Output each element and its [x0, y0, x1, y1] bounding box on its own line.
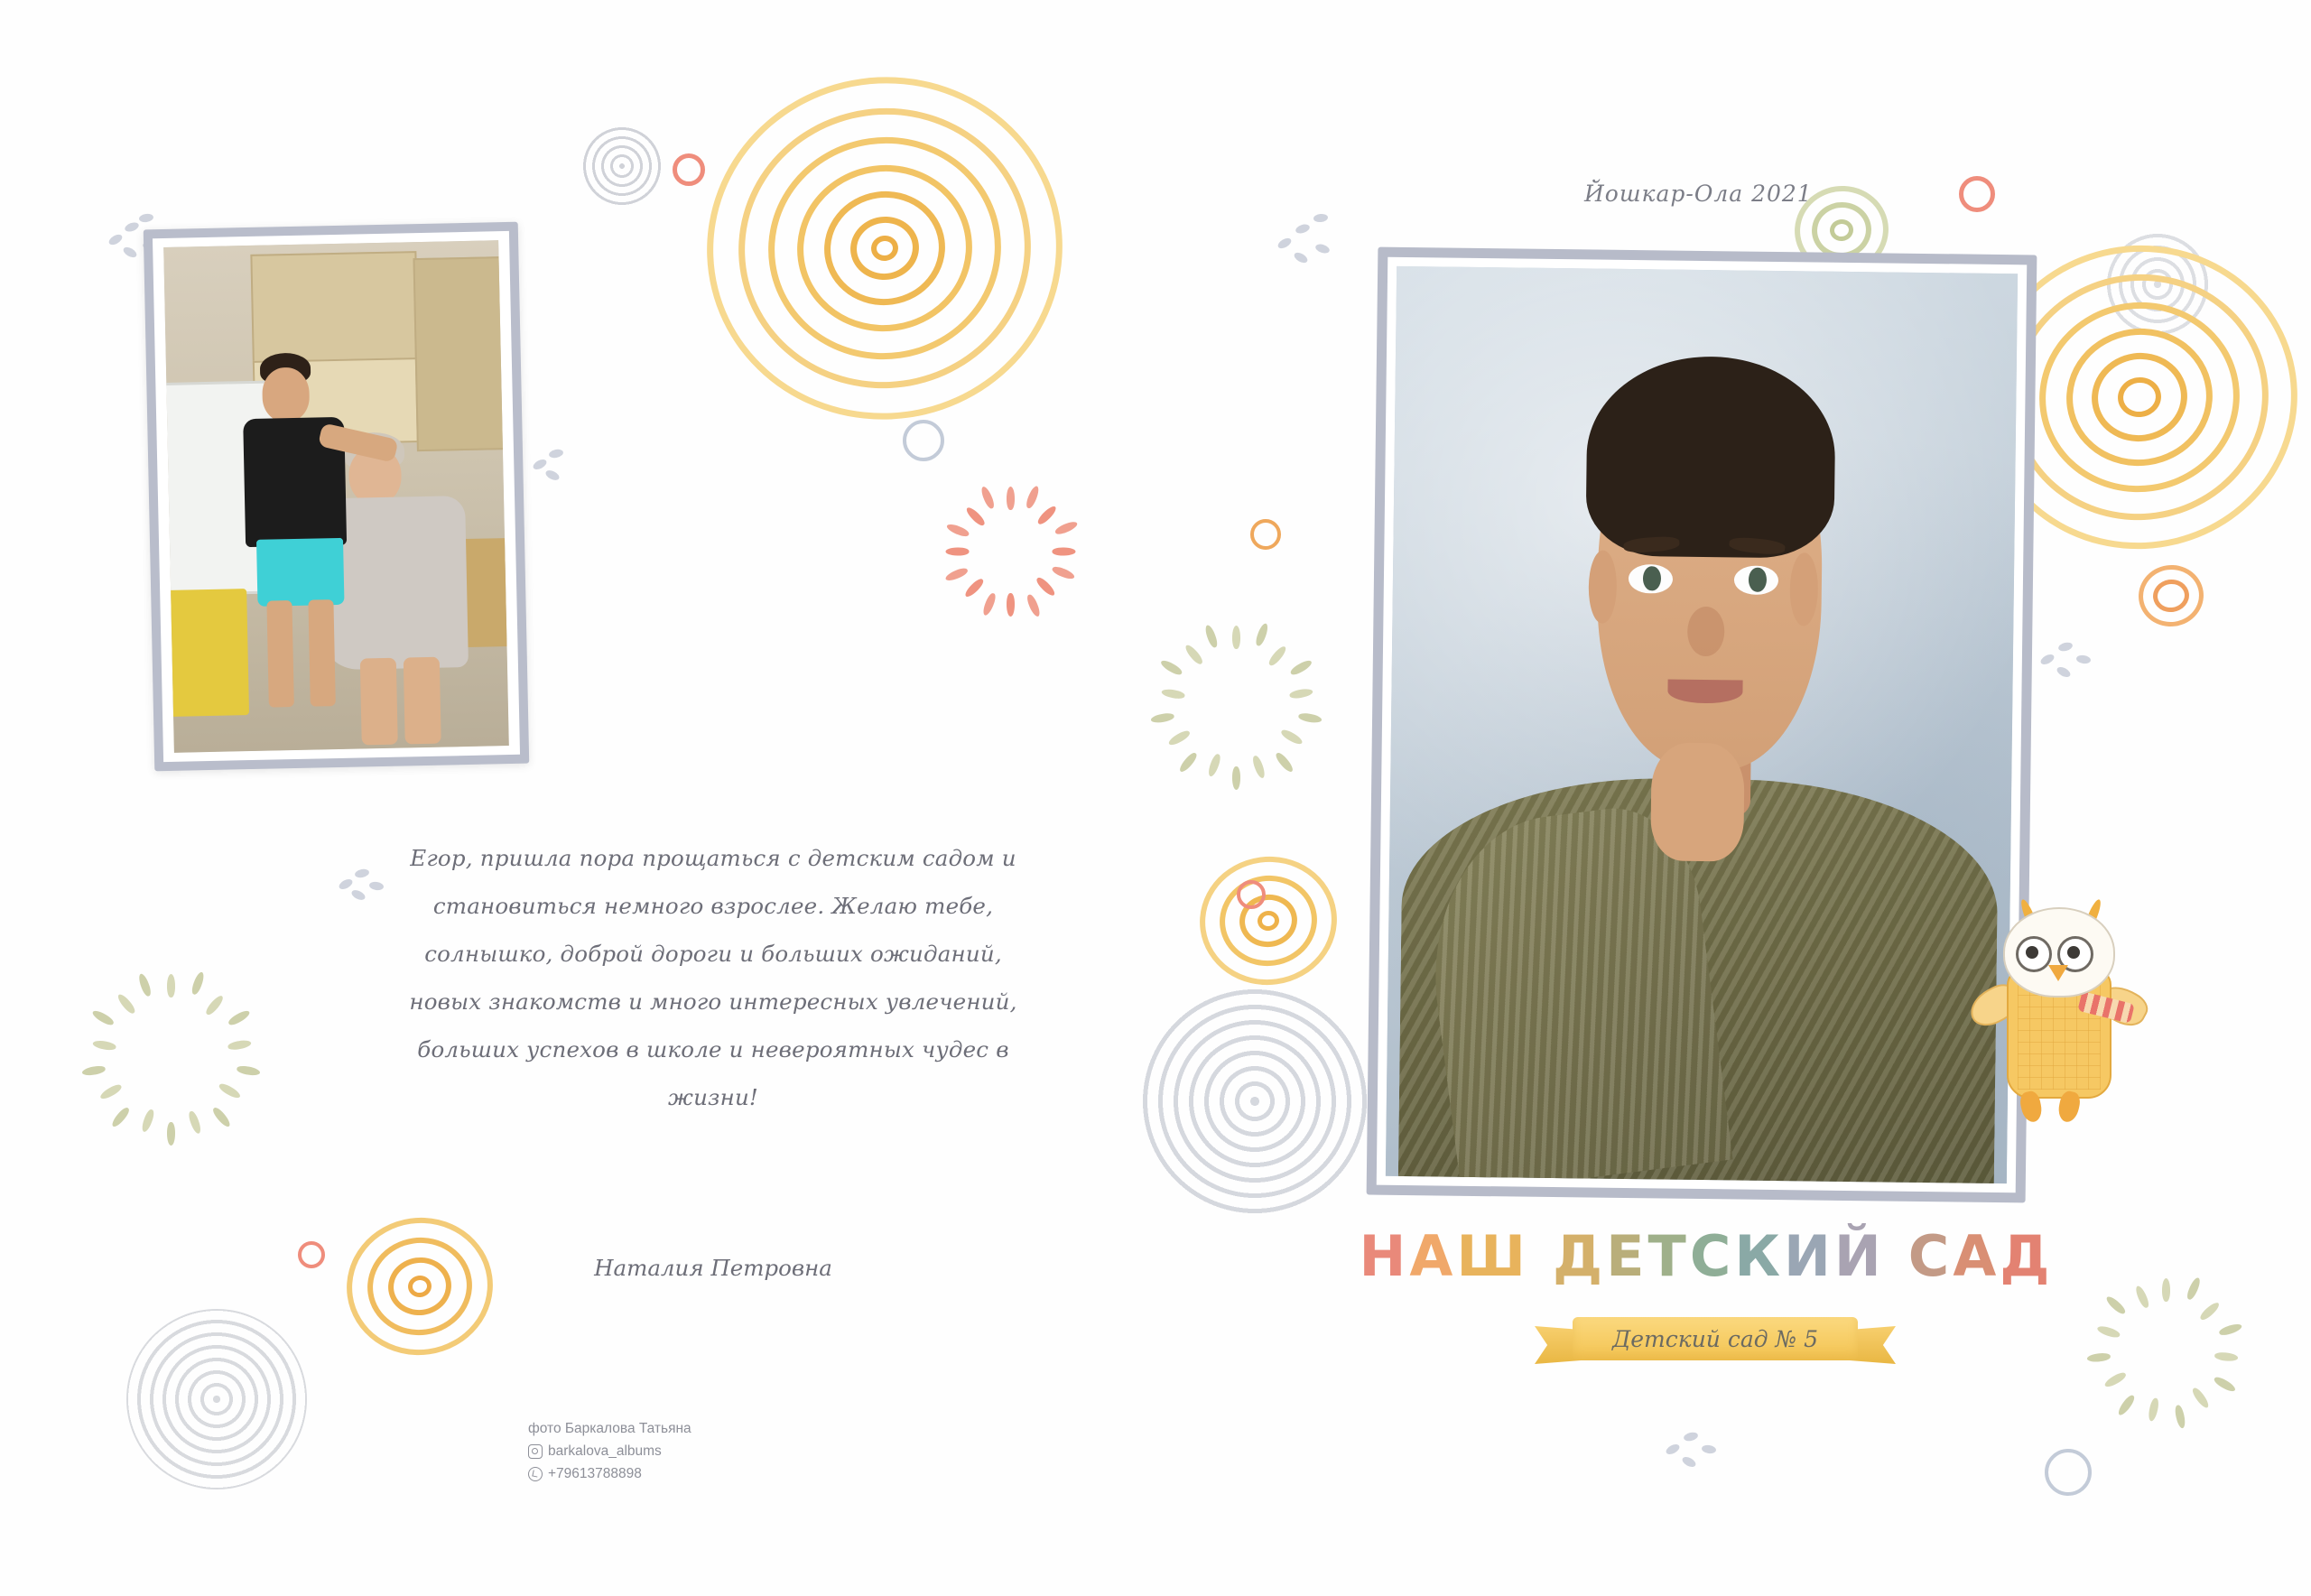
farewell-letter [397, 835, 1029, 1121]
title-letter: С [1907, 1223, 1954, 1289]
photo-boy-with-teacher [144, 222, 529, 772]
boy-figure [235, 351, 405, 734]
scribble-grey-center [1142, 988, 1368, 1214]
title-letter: Д [1552, 1223, 1607, 1289]
title-letter: Н [1359, 1223, 1410, 1289]
title-letter: А [1409, 1223, 1457, 1289]
photo-image-right [1386, 266, 2018, 1183]
credit-phone-row[interactable] [528, 1462, 691, 1485]
classroom-scene [163, 240, 509, 753]
letter-signature: Наталия Петровна [594, 1255, 832, 1281]
letter-line: становиться немного взрослее. Желаю тебе, [432, 892, 994, 919]
photographer-name: фото Баркалова Татьяна [528, 1421, 691, 1436]
instagram-icon [528, 1444, 543, 1459]
letter-line: солнышко, доброй дороги и больших ожиданий, [424, 940, 1002, 967]
circle-coral-right-mid [1237, 880, 1266, 909]
ring-small-orange-left [348, 1214, 492, 1359]
sprig-left-mid [339, 862, 402, 907]
ring-tiny-orange-right [2139, 564, 2203, 627]
sprig-right-portrait-right [2040, 632, 2121, 686]
ring-small-yellow-left [1201, 853, 1336, 988]
scribble-grey-lower-left [126, 1309, 307, 1489]
owl-illustration [1982, 871, 2153, 1196]
circle-bluegrey-small [903, 420, 944, 461]
letter-line: жизни! [668, 1083, 758, 1110]
title-letter: И [1784, 1223, 1834, 1289]
ribbon-label: Детский сад № 5 [1611, 1325, 1819, 1352]
scribble-grey-top-left [582, 126, 662, 206]
whatsapp-icon [528, 1467, 543, 1481]
photographer-credits [528, 1417, 691, 1485]
circle-bluegrey-bottom-right [2045, 1449, 2092, 1496]
circle-coral-small [673, 153, 705, 186]
letter-line: больших успехов в школе и невероятных чудес в [417, 1035, 1009, 1062]
title-letter: Д [2000, 1223, 2054, 1289]
instagram-handle: barkalova_albums [548, 1443, 662, 1460]
letter-line: Егор, пришла пора прощаться с детским садом и [410, 845, 1016, 871]
sprig-photo-right [533, 442, 596, 487]
sprig-right-portrait-left [1277, 212, 1368, 275]
credit-photographer-row [528, 1417, 691, 1440]
portrait-subject [1386, 266, 2018, 1183]
portrait-boy [1367, 247, 2037, 1203]
circle-orange-tiny [1250, 519, 1281, 550]
kindergarten-ribbon [1535, 1313, 1896, 1369]
title-letter: А [1953, 1223, 2000, 1289]
letter-line: новых знакомств и много интересных увлечений, [409, 988, 1017, 1015]
title-letter: Ш [1456, 1223, 1529, 1289]
title-letter: К [1734, 1223, 1785, 1289]
title-letter: Й [1833, 1223, 1885, 1289]
phone-number: +79613788898 [548, 1466, 642, 1482]
scribble-grey-right [2103, 230, 2212, 339]
ring-cluster-yellow-top [713, 77, 1056, 420]
title-letter: С [1689, 1223, 1735, 1289]
circle-coral-tiny-left [298, 1241, 325, 1268]
page-title [1336, 1223, 2076, 1289]
place-and-date: Йошкар-Ола 2021 [1584, 181, 1813, 207]
title-letter: Е [1606, 1223, 1648, 1289]
photo-image-left [163, 240, 509, 753]
ring-tiny-coral-top [1959, 176, 1995, 212]
sprig-bottom-right [1666, 1422, 1747, 1476]
credit-instagram-row[interactable] [528, 1440, 691, 1462]
title-letter: Т [1647, 1223, 1690, 1289]
